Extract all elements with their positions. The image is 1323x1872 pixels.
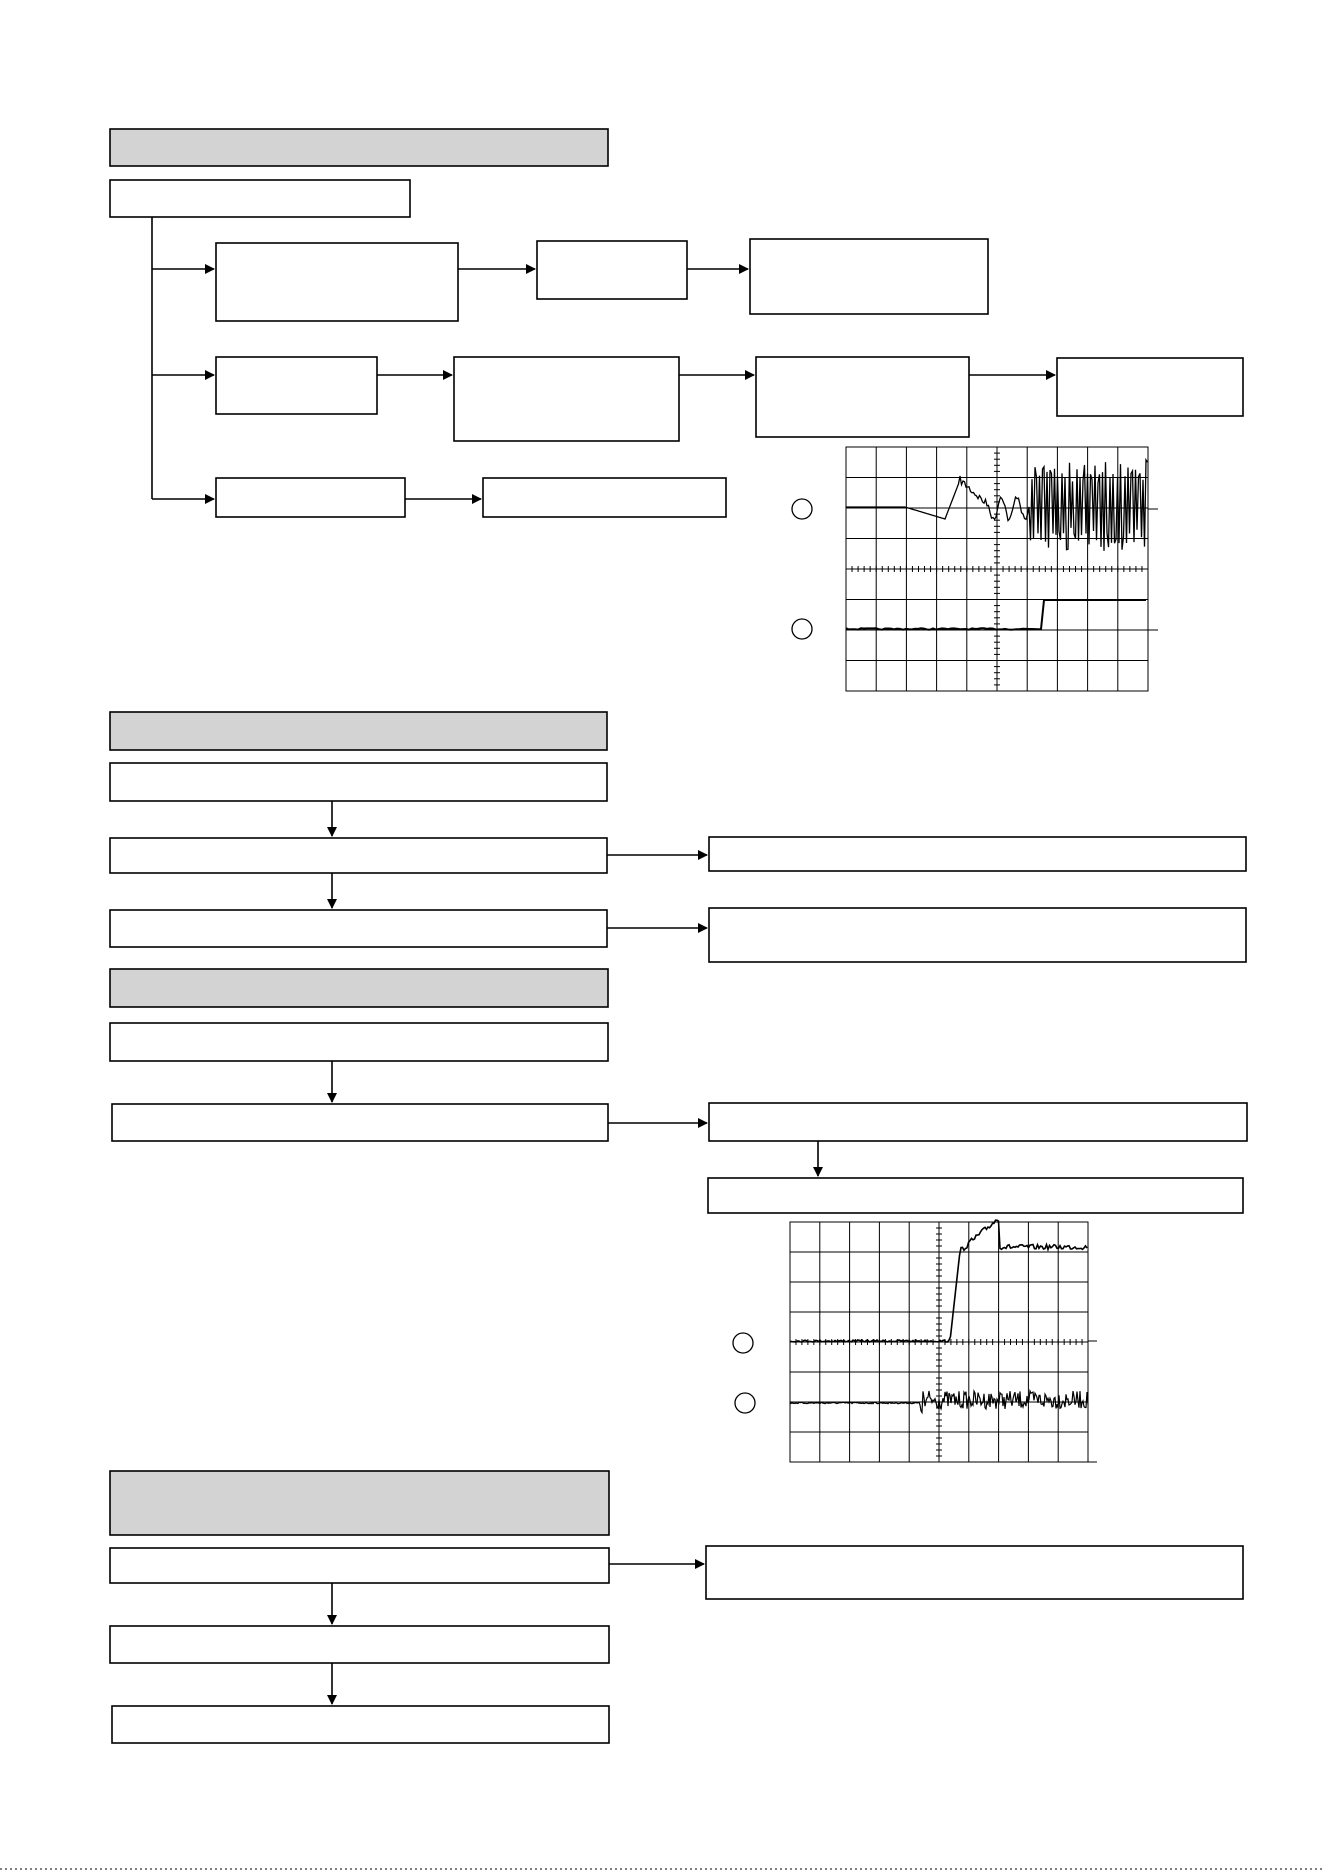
section-1-start-box — [110, 180, 410, 217]
flow-box — [110, 1626, 609, 1663]
flow-box — [709, 1103, 1247, 1141]
flow-box — [110, 763, 607, 801]
flow-box — [483, 478, 726, 517]
flow-box — [112, 1104, 608, 1141]
flow-box — [110, 838, 607, 873]
oscilloscope-2 — [733, 1220, 1097, 1462]
flow-box — [756, 357, 969, 437]
section-4 — [110, 1471, 1243, 1743]
oscilloscope-1 — [792, 447, 1158, 691]
section-2-header — [110, 712, 607, 750]
section-1-header — [110, 129, 608, 166]
channel-marker-1 — [733, 1333, 753, 1353]
flow-box — [454, 357, 679, 441]
channel-marker-1 — [792, 499, 812, 519]
flow-box — [750, 239, 988, 314]
flow-box — [1057, 358, 1243, 416]
flow-box — [709, 908, 1246, 962]
section-2 — [110, 712, 1246, 962]
flow-box — [216, 243, 458, 321]
flow-box — [110, 1548, 609, 1583]
section-1 — [110, 129, 1243, 517]
section-3 — [110, 969, 1247, 1213]
channel-marker-2 — [735, 1393, 755, 1413]
flow-box — [112, 1706, 609, 1743]
section-3-header — [110, 969, 608, 1007]
trace-2 — [846, 600, 1146, 630]
flow-box — [708, 1178, 1243, 1213]
flow-box — [709, 837, 1246, 871]
flow-box — [110, 1023, 608, 1061]
section-4-header — [110, 1471, 609, 1535]
channel-marker-2 — [792, 619, 812, 639]
flow-box — [216, 357, 377, 414]
flow-box — [706, 1546, 1243, 1599]
flow-box — [216, 478, 405, 517]
flow-box — [537, 241, 687, 299]
flow-box — [110, 910, 607, 947]
